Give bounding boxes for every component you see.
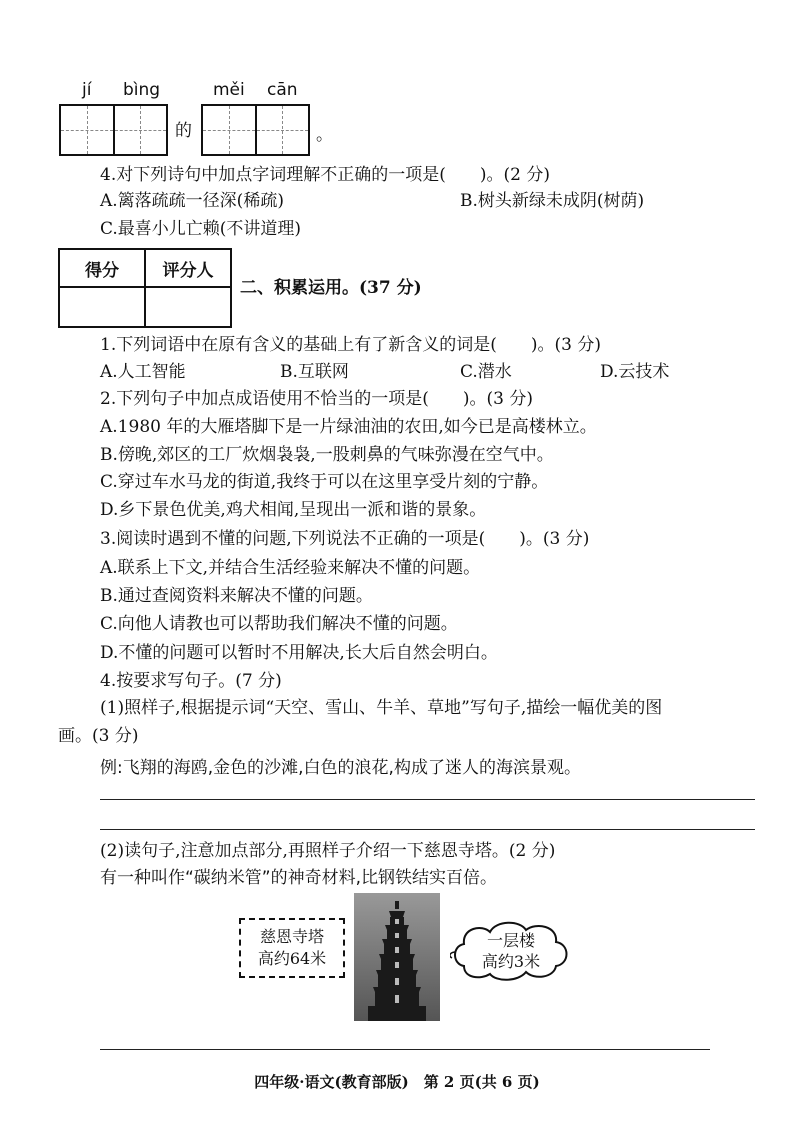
q1-option-b: B.互联网 <box>280 362 349 382</box>
q3-option-b: B.通过查阅资料来解决不懂的问题。 <box>100 586 373 606</box>
grid-cell[interactable] <box>203 106 257 154</box>
q4-part1-line2: 画。(3 分) <box>58 726 139 746</box>
grid-connector: 的 <box>175 121 192 141</box>
q3-stem: 3.阅读时遇到不懂的问题,下列说法不正确的一项是( )。(3 分) <box>100 529 590 549</box>
footer-rule <box>100 1049 710 1050</box>
pagoda-height-sign <box>239 918 345 978</box>
q1-option-d: D.云技术 <box>600 362 670 382</box>
q3-option-a: A.联系上下文,并结合生活经验来解决不懂的问题。 <box>100 558 481 578</box>
grid-end-mark: 。 <box>316 125 333 145</box>
score-header: 得分 <box>59 249 145 287</box>
q4-part1-example: 例:飞翔的海鸥,金色的沙滩,白色的浪花,构成了迷人的海滨景观。 <box>100 758 581 778</box>
q2-option-a: A.1980 年的大雁塔脚下是一片绿油油的农田,如今已是高楼林立。 <box>100 417 597 437</box>
q4-top-option-b: B.树头新绿未成阴(树荫) <box>460 191 645 211</box>
pinyin-bing: bìng <box>123 80 161 100</box>
cloud-line-1: 一层楼 <box>486 931 535 950</box>
pagoda-photo <box>354 893 440 1021</box>
q4-part1-line1: (1)照样子,根据提示词“天空、雪山、牛羊、草地”写句子,描绘一幅优美的图 <box>100 698 663 718</box>
q2-option-c: C.穿过车水马龙的街道,我终于可以在这里享受片刻的宁静。 <box>100 472 549 492</box>
q1-stem: 1.下列词语中在原有含义的基础上有了新含义的词是( )。(3 分) <box>100 335 601 355</box>
score-cell[interactable] <box>59 287 145 327</box>
answer-line-2[interactable] <box>100 829 755 830</box>
q4-top-stem: 4.对下列诗句中加点字词理解不正确的一项是( )。(2 分) <box>100 165 550 185</box>
grader-cell[interactable] <box>145 287 231 327</box>
grid-cell[interactable] <box>61 106 115 154</box>
grid-cell[interactable] <box>115 106 167 154</box>
grid-cell[interactable] <box>257 106 309 154</box>
sign-line-1: 慈恩寺塔 <box>259 927 324 946</box>
grader-header: 评分人 <box>145 249 231 287</box>
score-table <box>58 248 232 328</box>
q3-option-d: D.不懂的问题可以暂时不用解决,长大后自然会明白。 <box>100 643 498 663</box>
cloud-line-2: 高约3米 <box>481 952 541 971</box>
cloud-note <box>450 930 572 972</box>
pinyin-mei: měi <box>213 80 245 100</box>
q2-stem: 2.下列句子中加点成语使用不恰当的一项是( )。(3 分) <box>100 389 533 409</box>
q4-part2-stem: (2)读句子,注意加点部分,再照样子介绍一下慈恩寺塔。(2 分) <box>100 841 556 861</box>
q3-option-c: C.向他人请教也可以帮助我们解决不懂的问题。 <box>100 614 458 634</box>
q4-stem: 4.按要求写句子。(7 分) <box>100 671 282 691</box>
page-footer: 四年级·语文(教育部版) 第 2 页(共 6 页) <box>254 1073 540 1091</box>
writing-grid-left[interactable] <box>59 104 168 156</box>
q4-top-option-c: C.最喜小儿亡赖(不讲道理) <box>100 219 302 239</box>
q2-option-d: D.乡下景色优美,鸡犬相闻,呈现出一派和谐的景象。 <box>100 500 487 520</box>
q1-option-c: C.潜水 <box>460 362 512 382</box>
pinyin-ji: jí <box>82 80 92 100</box>
pinyin-can: cān <box>267 80 298 100</box>
section-2-title: 二、积累运用。(37 分) <box>240 278 422 298</box>
q2-option-b: B.傍晚,郊区的工厂炊烟袅袅,一股刺鼻的气味弥漫在空气中。 <box>100 445 554 465</box>
answer-line-1[interactable] <box>100 799 755 800</box>
writing-grid-right[interactable] <box>201 104 310 156</box>
sign-line-2: 高约64米 <box>257 949 327 968</box>
q1-option-a: A.人工智能 <box>100 362 186 382</box>
q4-part2-example: 有一种叫作“碳纳米管”的神奇材料,比钢铁结实百倍。 <box>100 868 498 888</box>
q4-top-option-a: A.篱落疏疏一径深(稀疏) <box>100 191 284 211</box>
